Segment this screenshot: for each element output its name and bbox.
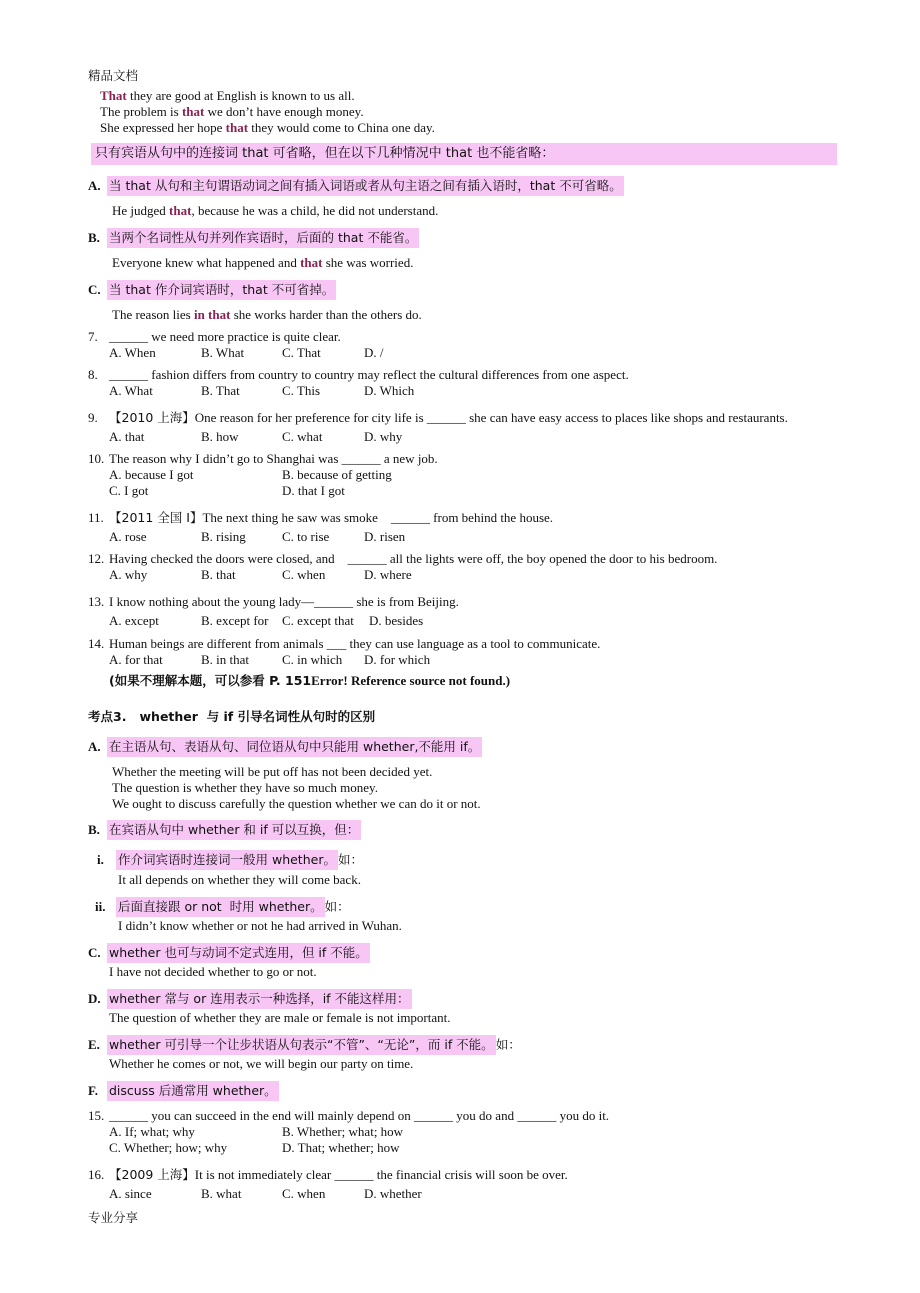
q9-option-c: C. what bbox=[282, 429, 323, 444]
q11-option-d: D. risen bbox=[364, 529, 406, 544]
case-b-example: Everyone knew what happened and that she was worried. bbox=[112, 255, 414, 270]
q12-option-b: B. that bbox=[201, 567, 236, 582]
q16-option-b: B. what bbox=[201, 1186, 242, 1201]
q15-stem: ______ you can succeed in the end will mainly depend on ______ you do and ______ you do it. bbox=[109, 1108, 610, 1123]
case-a-rule: 当 that 从句和主句谓语动词之间有插入词语或者从句主语之间有插入语时，that 不可省略。 bbox=[107, 178, 624, 194]
whether-case-d-example: The question of whether they are male or female is not important. bbox=[109, 1010, 451, 1025]
q16-stem: 【2009 上海】It is not immediately clear ______ the financial crisis will soon be over. bbox=[109, 1167, 568, 1182]
whether-case-e-example: Whether he comes or not, we will begin our party on time. bbox=[109, 1056, 414, 1071]
page-header: 精品文档 bbox=[88, 68, 139, 83]
q8-option-d: D. Which bbox=[364, 383, 415, 398]
whether-case-a-rule: 在主语从句、表语从句、同位语从句中只能用 whether,不能用 if。 bbox=[107, 739, 482, 755]
whether-case-d-rule: whether 常与 or 连用表示一种选择，if 不能这样用： bbox=[107, 991, 412, 1007]
case-b-rule: 当两个名词性从句并列作宾语时，后面的 that 不能省。 bbox=[107, 230, 419, 246]
q9-option-d: D. why bbox=[364, 429, 403, 444]
case-c-example: The reason lies in that she works harder than the others do. bbox=[112, 307, 422, 322]
whether-case-e-letter: E. bbox=[88, 1037, 100, 1052]
q10-option-d: D. that I got bbox=[282, 483, 345, 498]
q9-number: 9. bbox=[88, 410, 98, 425]
q14-option-d: D. for which bbox=[364, 652, 431, 667]
q7-number: 7. bbox=[88, 329, 98, 344]
q16-option-a: A. since bbox=[109, 1186, 152, 1201]
q14-option-c: C. in which bbox=[282, 652, 343, 667]
q10-stem: The reason why I didn’t go to Shanghai was ______ a new job. bbox=[109, 451, 438, 466]
q12-number: 12. bbox=[88, 551, 105, 566]
reference-note: (如果不理解本题，可以参看 P. 151Error! Reference source not found.) bbox=[109, 673, 511, 688]
whether-case-bi-example: It all depends on whether they will come back. bbox=[118, 872, 361, 887]
q8-number: 8. bbox=[88, 367, 98, 382]
whether-case-f-letter: F. bbox=[88, 1083, 98, 1098]
section-3-title: 考点3. whether 与 if 引导名词性从句时的区别 bbox=[88, 709, 376, 724]
q7-option-d: D. / bbox=[364, 345, 384, 360]
q10-option-a: A. because I got bbox=[109, 467, 194, 482]
whether-case-b-rule: 在宾语从句中 whether 和 if 可以互换，但： bbox=[107, 822, 361, 838]
q11-option-c: C. to rise bbox=[282, 529, 330, 544]
q14-option-b: B. in that bbox=[201, 652, 250, 667]
whether-case-bii-example: I didn’t know whether or not he had arrived in Wuhan. bbox=[118, 918, 402, 933]
q16-number: 16. bbox=[88, 1167, 105, 1182]
q15-option-a: A. If; what; why bbox=[109, 1124, 195, 1139]
whether-case-e-rule: whether 可引导一个让步状语从句表示“不管”、“无论”，而 if 不能。 如： bbox=[107, 1037, 521, 1053]
case-c-letter: C. bbox=[88, 282, 101, 297]
q8-option-c: C. This bbox=[282, 383, 321, 398]
q9-option-a: A. that bbox=[109, 429, 145, 444]
q14-option-a: A. for that bbox=[109, 652, 163, 667]
q11-stem: 【2011 全国 I】The next thing he saw was smoke ______ from behind the house. bbox=[109, 510, 554, 525]
q12-option-d: D. where bbox=[364, 567, 412, 582]
q15-option-d: D. That; whether; how bbox=[282, 1140, 400, 1155]
q12-stem: Having checked the doors were closed, and ______ all the lights were off, the boy opened the door to his bedroom. bbox=[109, 551, 718, 566]
whether-case-bii-rule: 后面直接跟 or not 时用 whether。 如： bbox=[116, 899, 350, 915]
page-footer: 专业分享 bbox=[88, 1210, 139, 1225]
q11-option-b: B. rising bbox=[201, 529, 246, 544]
case-b-letter: B. bbox=[88, 230, 100, 245]
q10-option-b: B. because of getting bbox=[282, 467, 392, 482]
q8-stem: ______ fashion differs from country to country may reflect the cultural differences from one aspect. bbox=[109, 367, 629, 382]
q7-option-b: B. What bbox=[201, 345, 245, 360]
whether-case-a-letter: A. bbox=[88, 739, 101, 754]
whether-case-bii-letter: ii. bbox=[95, 899, 106, 914]
q11-option-a: A. rose bbox=[109, 529, 147, 544]
q13-option-a: A. except bbox=[109, 613, 159, 628]
whether-case-a-example-3: We ought to discuss carefully the question whether we can do it or not. bbox=[112, 796, 481, 811]
q12-option-c: C. when bbox=[282, 567, 326, 582]
whether-case-bi-letter: i. bbox=[97, 852, 104, 867]
whether-case-b-letter: B. bbox=[88, 822, 100, 837]
q7-option-a: A. When bbox=[109, 345, 156, 360]
case-a-example: He judged that, because he was a child, he did not understand. bbox=[112, 203, 439, 218]
whether-case-c-example: I have not decided whether to go or not. bbox=[109, 964, 317, 979]
whether-case-bi-rule: 作介词宾语时连接词一般用 whether。 如： bbox=[116, 852, 363, 868]
q13-option-c: C. except that bbox=[282, 613, 354, 628]
q14-number: 14. bbox=[88, 636, 105, 651]
whether-case-a-example-2: The question is whether they have so much money. bbox=[112, 780, 378, 795]
example-that-1: That they are good at English is known to us all. bbox=[100, 88, 355, 103]
whether-case-d-letter: D. bbox=[88, 991, 101, 1006]
q8-option-a: A. What bbox=[109, 383, 153, 398]
q11-number: 11. bbox=[88, 510, 104, 525]
q7-option-c: C. That bbox=[282, 345, 321, 360]
q7-stem: ______ we need more practice is quite clear. bbox=[109, 329, 341, 344]
q9-stem: 【2010 上海】One reason for her preference for city life is ______ she can have easy access to places like shops and restaurants. bbox=[109, 410, 788, 425]
q15-option-b: B. Whether; what; how bbox=[282, 1124, 404, 1139]
whether-case-a-example-1: Whether the meeting will be put off has not been decided yet. bbox=[112, 764, 433, 779]
q8-option-b: B. That bbox=[201, 383, 240, 398]
whether-case-c-rule: whether 也可与动词不定式连用，但 if 不能。 bbox=[107, 945, 370, 961]
q12-option-a: A. why bbox=[109, 567, 148, 582]
q13-number: 13. bbox=[88, 594, 105, 609]
q9-option-b: B. how bbox=[201, 429, 239, 444]
q15-number: 15. bbox=[88, 1108, 105, 1123]
q13-stem: I know nothing about the young lady—______ she is from Beijing. bbox=[109, 594, 459, 609]
q13-option-b: B. except for bbox=[201, 613, 269, 628]
whether-case-f-rule: discuss 后通常用 whether。 bbox=[107, 1083, 279, 1099]
case-a-letter: A. bbox=[88, 178, 101, 193]
q16-option-d: D. whether bbox=[364, 1186, 422, 1201]
q13-option-d: D. besides bbox=[369, 613, 424, 628]
example-that-2: The problem is that we don’t have enough money. bbox=[100, 104, 364, 119]
case-c-rule: 当 that 作介词宾语时，that 不可省掉。 bbox=[107, 282, 336, 298]
note-banner: 只有宾语从句中的连接词 that 可省略，但在以下几种情况中 that 也不能省略： bbox=[91, 143, 837, 165]
q15-option-c: C. Whether; how; why bbox=[109, 1140, 228, 1155]
q10-number: 10. bbox=[88, 451, 105, 466]
q16-option-c: C. when bbox=[282, 1186, 326, 1201]
q14-stem: Human beings are different from animals ___ they can use language as a tool to communicate. bbox=[109, 636, 601, 651]
whether-case-c-letter: C. bbox=[88, 945, 101, 960]
q10-option-c: C. I got bbox=[109, 483, 149, 498]
example-that-3: She expressed her hope that they would come to China one day. bbox=[100, 120, 435, 135]
